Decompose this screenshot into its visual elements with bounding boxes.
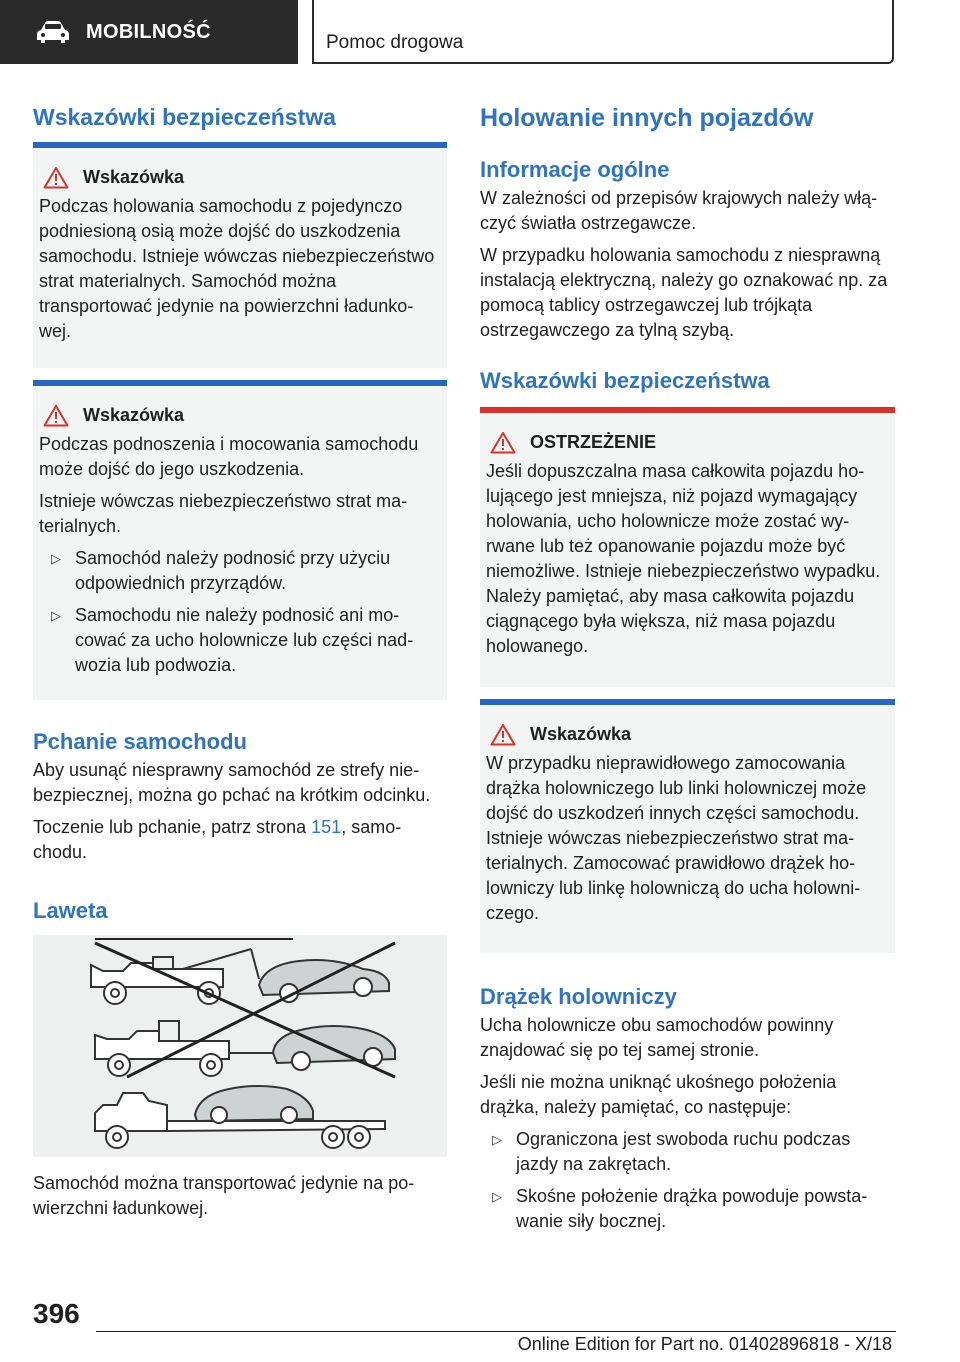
paragraph: Ucha holownicze obu samochodów powinny znajdować się po tej samej stronie. [480,1015,834,1060]
warning-box-tow-mass [480,407,895,687]
header-subsection-title: Pomoc drogowa [326,32,464,53]
section-heading-pushing: Pchanie samochodu [33,729,247,754]
warning-triangle-icon [43,404,69,427]
paragraph: W zależności od przepisów krajowych należy włączyć światła ostrzegawcze. [480,188,878,233]
tow-truck-illustration [33,935,447,1157]
note-title-row [39,402,439,428]
note-title-row [486,721,887,747]
left-column [33,100,447,1221]
warning-triangle-icon [43,166,69,189]
paragraph: Toczenie lub pchanie, patrz strona 151, samochodu. [33,817,402,862]
note-box-lifting-mounting [33,380,447,700]
section-heading-safety-right: Wskazówki bezpieczeństwa [480,368,770,393]
triangle-bullet-icon: ▷ [492,1132,502,1147]
paragraph: W przypadku holowania samochodu z niesprawną instalacją elektryczną, należy go oznakować np. za pomocą tablicy ostrzegawczej lub trójkąta ostrzegawczego za tylną szybą. [480,245,888,340]
warning-text: Jeśli dopuszczalna masa całkowita pojazdu holującego jest mniejsza, niż pojazd wymagający holowania, ucho holownicze może zostać wyrwane lub też opanowanie pojazdu może być niemożliwe. Istnieje niebezpieczeństwo wypadku. Należy pamiętać, aby masa całkowita pojazdu ciągnącego była większa, niż masa pojazdu holowanego. [486,461,881,656]
tow-truck-lift-icon [95,1021,285,1076]
section-heading-tow-bar: Drążek holowniczy [480,984,677,1009]
triangle-bullet-icon: ▷ [51,551,61,566]
warning-triangle-icon [490,723,516,746]
list-item: ▷ Ograniczona jest swoboda ruchu podczas jazdy na zakrętach. [492,1129,851,1174]
footer-edition: Online Edition for Part no. 01402896818 - X/18 [517,1334,892,1354]
header-section-title: MOBILNOŚĆ [86,20,211,43]
towed-car-icon [259,960,389,1002]
note-text: Podczas podnoszenia i mocowania samochodu może dojść do jego uszkodzenia. [39,434,419,479]
warning-triangle-icon [490,431,516,454]
loaded-car-icon [195,1086,313,1123]
towed-car-icon [273,1026,395,1070]
note-box-tow-bar [480,699,895,953]
note-title: Wskazówka [530,724,632,744]
note-text: Podczas holowania samochodu z pojedynczo podniesioną osią może dojść do uszkodzenia samochodu. Istnieje wówczas niebezpieczeństwo strat materialnych. Samochód można transportować jedynie na powierzchni ładunkowej. [39,196,435,341]
right-column [480,100,895,1234]
tow-truck-drawing [33,935,447,1157]
note-title-row [39,164,439,190]
note-bullet-list [39,546,439,678]
footer-rule [96,1331,896,1332]
list-item: ▷ Skośne położenie drążka powoduje powstawanie siły bocznej. [492,1186,868,1231]
list-item: ▷ Samochód należy podnosić przy użyciu odpowiednich przyrządów. [51,548,391,593]
note-box-lifting-axle [33,142,447,368]
paragraph: Jeśli nie można uniknąć ukośnego położenia drążka, należy pamiętać, co następuje: [480,1072,837,1117]
note-title: Wskazówka [83,167,185,187]
page-link[interactable]: 151 [311,817,342,837]
car-icon [36,20,70,44]
paragraph: Aby usunąć niesprawny samochód ze strefy niebezpiecznej, można go pchać na krótkim odcinku. [33,760,431,805]
list-item: ▷ Samochodu nie należy podnosić ani mocować za ucho holownicze lub części nadwozia lub podwozia. [51,605,414,675]
image-caption: Samochód można transportować jedynie na powierzchni ładunkowej. [33,1173,415,1218]
section-heading-general: Informacje ogólne [480,157,670,182]
section-heading-safety: Wskazówki bezpieczeństwa [33,104,336,130]
header-subsection-tab [312,0,894,64]
section-heading-tow-truck: Laweta [33,898,108,923]
triangle-bullet-icon: ▷ [51,608,61,623]
warning-title: OSTRZEŻENIE [530,432,657,452]
note-text: W przypadku nieprawidłowego zamocowania drążka holowniczego lub linki holowniczej może dojść do uszkodzeń innych części samochodu. Istnieje wówczas niebezpieczeństwo strat materialnych. Zamocować prawidłowo drążek holowniczy lub linkę holowniczą do ucha holowniczego. [486,753,867,923]
triangle-bullet-icon: ▷ [492,1189,502,1204]
bullet-list [480,1127,895,1234]
note-text: Istnieje wówczas niebezpieczeństwo strat materialnych. [39,491,408,536]
page-number: 396 [33,1298,80,1329]
header-section-tab [0,0,298,64]
note-title: Wskazówka [83,405,185,425]
warning-title-row [486,429,887,455]
tow-truck-hook-icon [91,949,259,1004]
section-heading-towing-others: Holowanie innych pojazdów [480,104,814,132]
